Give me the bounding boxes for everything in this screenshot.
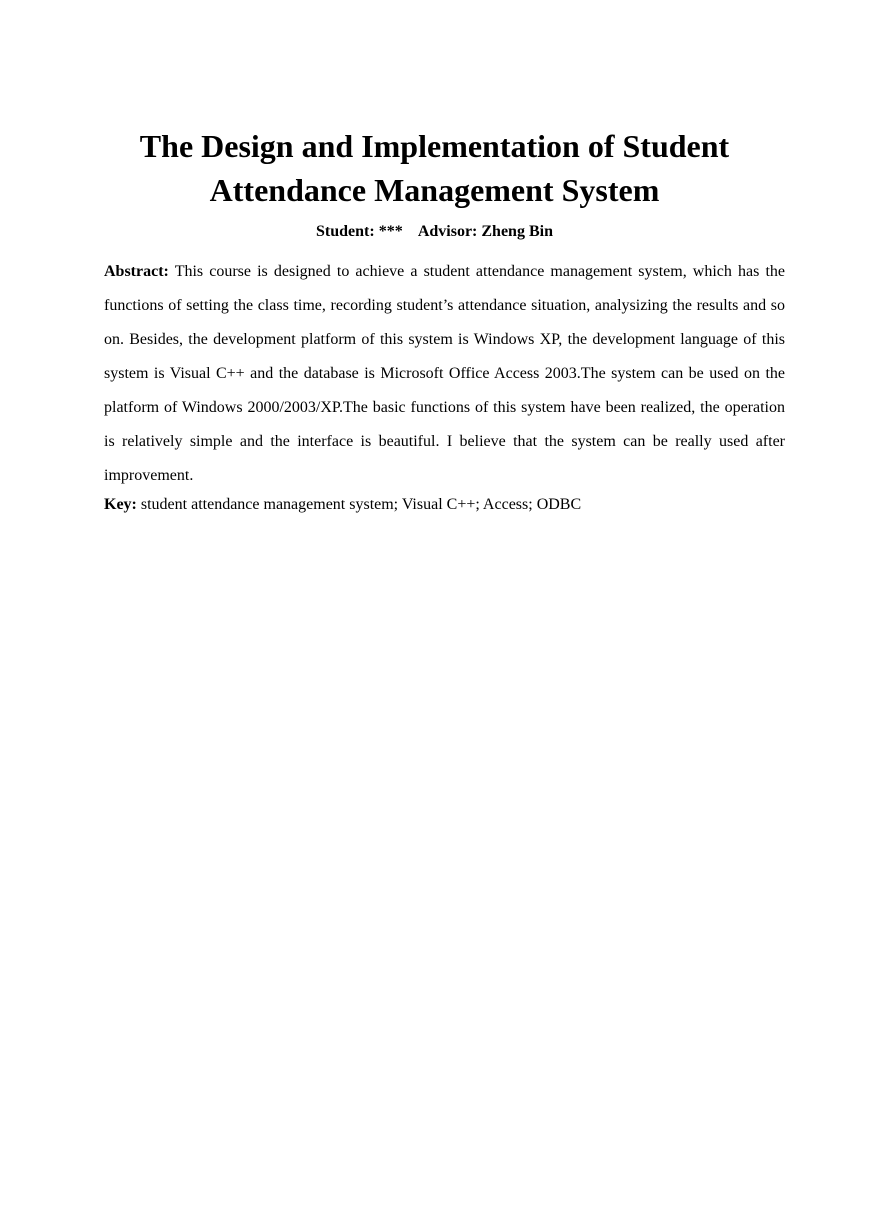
keywords-label: Key: bbox=[104, 496, 137, 513]
paper-title-line-1: The Design and Implementation of Student bbox=[139, 128, 730, 164]
paper-title bbox=[60, 124, 809, 212]
paper-title-line-2: Attendance Management System bbox=[209, 172, 660, 208]
abstract-text: This course is designed to achieve a student attendance management system, which has the functions of setting the class time, recording student’s attendance situation, analysizing the results and so on. Besides, the development platform of this system is Windows XP, the development language of this system is Visual C++ and the database is Microsoft Office Access 2003.The system can be used on the platform of Windows 2000/2003/XP.The basic functions of this system have been realized, the operation is relatively simple and the interface is beautiful. I believe that the system can be really used after improvement. bbox=[104, 263, 785, 484]
abstract-label: Abstract: bbox=[104, 263, 169, 280]
author-advisor-line: Student: *** Advisor: Zheng Bin bbox=[316, 223, 553, 240]
keywords-text: student attendance management system; Visual C++; Access; ODBC bbox=[140, 496, 582, 513]
keywords-paragraph bbox=[104, 494, 785, 516]
abstract-paragraph bbox=[104, 255, 785, 493]
